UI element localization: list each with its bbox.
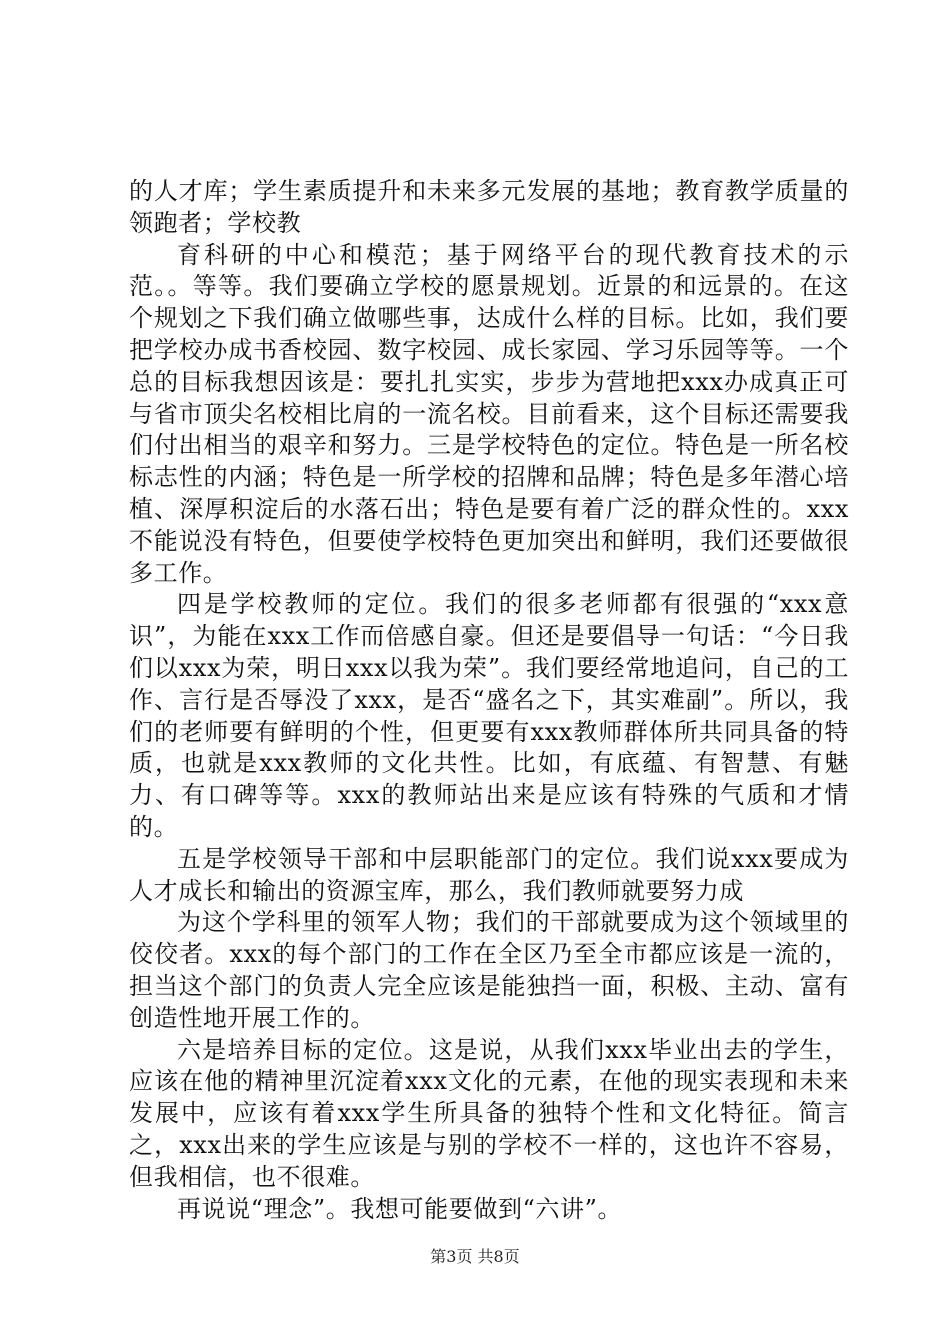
paragraph: 再说说“理念”。我想可能要做到“六讲”。 — [177, 1194, 623, 1223]
page-footer — [0, 1244, 950, 1267]
paragraph: 五是学校领导干部和中层职能部门的定位。我们说xxx要成为人才成长和输出的资源宝库，那么，我们教师就要努力成 — [129, 844, 849, 905]
document-body — [129, 176, 849, 1225]
page-number: 第3页 共8页 — [430, 1247, 520, 1266]
paragraph: 四是学校教师的定位。我们的很多老师都有很强的“xxx意识”，为能在xxx工作而倍感自豪。但还是要倡导一句话：“今日我们以xxx为荣，明日xxx以我为荣”。我们要经常地追问，自己的工作、言行是否辱没了xxx，是否“盛名之下，其实难副”。所以，我们的老师要有鲜明的个性，但更要有xxx教师群体所共同具备的特质，也就是xxx教师的文化共性。比如，有底蕴、有智慧、有魅力、有口碑等等。xxx的教师站出来是应该有特殊的气质和才情的。 — [129, 590, 849, 841]
paragraph: 育科研的中心和模范；基于网络平台的现代教育技术的示范。。等等。我们要确立学校的愿景规划。近景的和远景的。在这个规划之下我们确立做哪些事，达成什么样的目标。比如，我们要把学校办成书香校园、数字校园、成长家园、学习乐园等等。一个总的目标我想因该是：要扎扎实实，步步为营地把xxx办成真正可与省市顶尖名校相比肩的一流名校。目前看来，这个目标还需要我们付出相当的艰辛和努力。三是学校特色的定位。特色是一所名校标志性的内涵；特色是一所学校的招牌和品牌；特色是多年潜心培植、深厚积淀后的水落石出；特色是要有着广泛的群众性的。xxx不能说没有特色，但要使学校特色更加突出和鲜明，我们还要做很多工作。 — [129, 240, 849, 587]
paragraph: 的人才库；学生素质提升和未来多元发展的基地；教育教学质量的领跑者；学校教 — [129, 177, 849, 237]
paragraph: 为这个学科里的领军人物；我们的干部就要成为这个领域里的佼佼者。xxx的每个部门的工作在全区乃至全市都应该是一流的，担当这个部门的负责人完全应该是能独挡一面，积极、主动、富有创造性地开展工作的。 — [129, 908, 849, 1032]
paragraph: 六是培养目标的定位。这是说，从我们xxx毕业出去的学生，应该在他的精神里沉淀着xxx文化的元素，在他的现实表现和未来发展中，应该有着xxx学生所具备的独特个性和文化特征。简言之，xxx出来的学生应该是与别的学校不一样的，这也许不容易，但我相信，也不很难。 — [129, 1035, 849, 1191]
